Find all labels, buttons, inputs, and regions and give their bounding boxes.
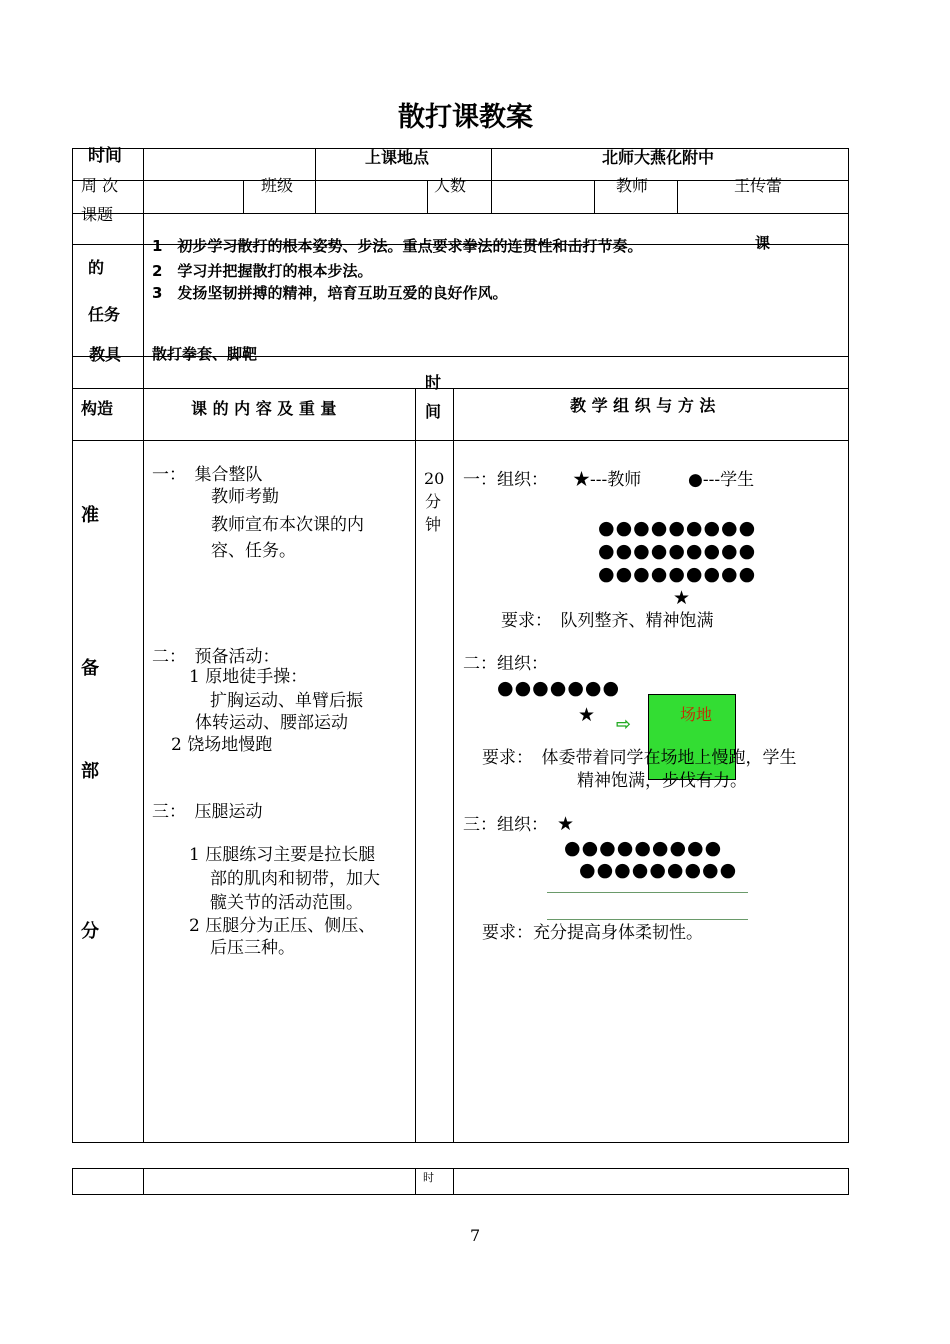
- org2-label: 二：组织：: [463, 654, 548, 674]
- col-divider: [143, 1168, 144, 1195]
- page-number: 7: [470, 1226, 481, 1245]
- student-row: ●●●●●●●●●: [598, 563, 757, 585]
- content-line: 教师宣布本次课的内: [211, 515, 364, 535]
- requirement-1: 要求： 队列整齐、精神饱满: [501, 611, 714, 631]
- org1-label: 一：组织：: [463, 470, 548, 490]
- time-header-1: 时: [425, 373, 442, 392]
- structure-header: 构造: [81, 399, 114, 418]
- table-border-left: [72, 148, 73, 1143]
- requirement-2: 要求： 体委带着同学在场地上慢跑，学生: [482, 748, 797, 768]
- task-item: 1 初步学习散打的根本姿势、步法。重点要求拳法的连贯性和击打节奏。: [152, 237, 643, 255]
- arrow-right-icon: ⇨: [616, 714, 632, 735]
- section-char: 部: [81, 761, 99, 782]
- col-divider: [677, 180, 678, 213]
- task-item: 2 学习并把握散打的根本步法。: [152, 262, 373, 280]
- content-line: 1 原地徒手操：: [189, 667, 308, 687]
- week-label: 周 次: [81, 176, 119, 195]
- teacher-label: 教师: [616, 176, 649, 195]
- table-border-top: [72, 148, 849, 149]
- page-title: 散打课教案: [398, 102, 533, 133]
- row-divider: [72, 388, 849, 389]
- col-divider: [453, 388, 454, 1143]
- requirement-2-cont: 精神饱满，步伐有力。: [577, 771, 747, 791]
- mat-line: [547, 919, 748, 920]
- duration-unit: 钟: [425, 515, 442, 534]
- content-line: 容、任务。: [211, 541, 296, 561]
- content-line: 髋关节的活动范围。: [210, 893, 363, 913]
- col-divider: [594, 180, 595, 213]
- mat-line: [547, 892, 748, 893]
- col-divider: [143, 148, 144, 394]
- task-label-2: 的: [88, 258, 105, 277]
- legend-teacher: ★---教师: [573, 470, 642, 490]
- tools-label: 教具: [89, 345, 122, 364]
- table-border-bottom: [72, 1142, 849, 1143]
- content-p1-title: 一： 集合整队: [152, 465, 263, 485]
- duration-number: 20: [424, 469, 445, 488]
- class-label: 班级: [261, 176, 294, 195]
- content-line: 体转运动、腰部运动: [195, 713, 348, 733]
- next-table-bottom: [72, 1194, 849, 1195]
- student-row: ●●●●●●●●●: [564, 837, 723, 859]
- content-p2-title: 二： 预备活动：: [152, 647, 280, 667]
- col-divider: [415, 388, 416, 1143]
- time-label: 时间: [88, 146, 122, 166]
- row-divider: [72, 440, 849, 441]
- col-divider: [72, 1168, 73, 1195]
- col-divider: [848, 1168, 849, 1195]
- content-line: 后压三种。: [210, 938, 295, 958]
- content-line: 2 压腿分为正压、侧压、: [189, 916, 376, 936]
- col-divider: [243, 180, 244, 213]
- task-item: 3 发扬坚韧拼搏的精神，培育互助互爱的良好作风。: [152, 284, 508, 302]
- teacher-name: 王传蕾: [734, 176, 783, 195]
- tools-value: 散打拳套、脚靶: [152, 345, 258, 363]
- content-line: 1 压腿练习主要是拉长腿: [189, 845, 376, 865]
- time-header-2: 间: [425, 402, 442, 421]
- task-label-1: 课: [755, 234, 771, 252]
- content-line: 教师考勤: [211, 487, 279, 507]
- col-divider: [453, 1168, 454, 1195]
- col-divider: [315, 148, 316, 213]
- duration-unit: 分: [425, 492, 442, 511]
- requirement-3: 要求：充分提高身体柔韧性。: [482, 923, 703, 943]
- content-line: 扩胸运动、单臂后振: [210, 691, 363, 711]
- content-line: 部的肌肉和韧带，加大: [210, 869, 380, 889]
- table-border-right: [848, 148, 849, 1143]
- student-row: ●●●●●●●●●: [598, 540, 757, 562]
- org3-label: 三：组织：: [463, 815, 548, 835]
- content-p3-title: 三： 压腿运动: [152, 802, 263, 822]
- next-table-top: [72, 1168, 849, 1169]
- place-label: 上课地点: [365, 148, 430, 167]
- count-label: 人数: [434, 176, 467, 195]
- section-char: 分: [81, 921, 99, 942]
- content-header: 课 的 内 容 及 重 量: [191, 399, 337, 418]
- col-divider: [143, 388, 144, 1143]
- task-label-3: 任务: [88, 305, 121, 324]
- col-divider: [427, 180, 428, 213]
- teacher-star: ★: [673, 587, 691, 609]
- next-time-label: 时: [423, 1171, 434, 1184]
- col-divider: [415, 1168, 416, 1195]
- teacher-star: ★: [557, 813, 575, 835]
- row-divider: [72, 213, 849, 214]
- col-divider: [491, 148, 492, 213]
- content-line: 2 饶场地慢跑: [171, 735, 273, 755]
- method-header: 教 学 组 织 与 方 法: [570, 396, 716, 415]
- student-row: ●●●●●●●: [497, 677, 621, 699]
- section-char: 准: [81, 505, 99, 526]
- student-row: ●●●●●●●●●: [579, 859, 738, 881]
- student-row: ●●●●●●●●●: [598, 517, 757, 539]
- section-char: 备: [81, 658, 99, 679]
- legend-student: ●---学生: [688, 470, 755, 490]
- teacher-star: ★: [578, 704, 596, 726]
- school-name: 北师大燕化附中: [602, 148, 715, 167]
- topic-label: 课题: [81, 205, 114, 224]
- field-label: 场地: [680, 705, 713, 724]
